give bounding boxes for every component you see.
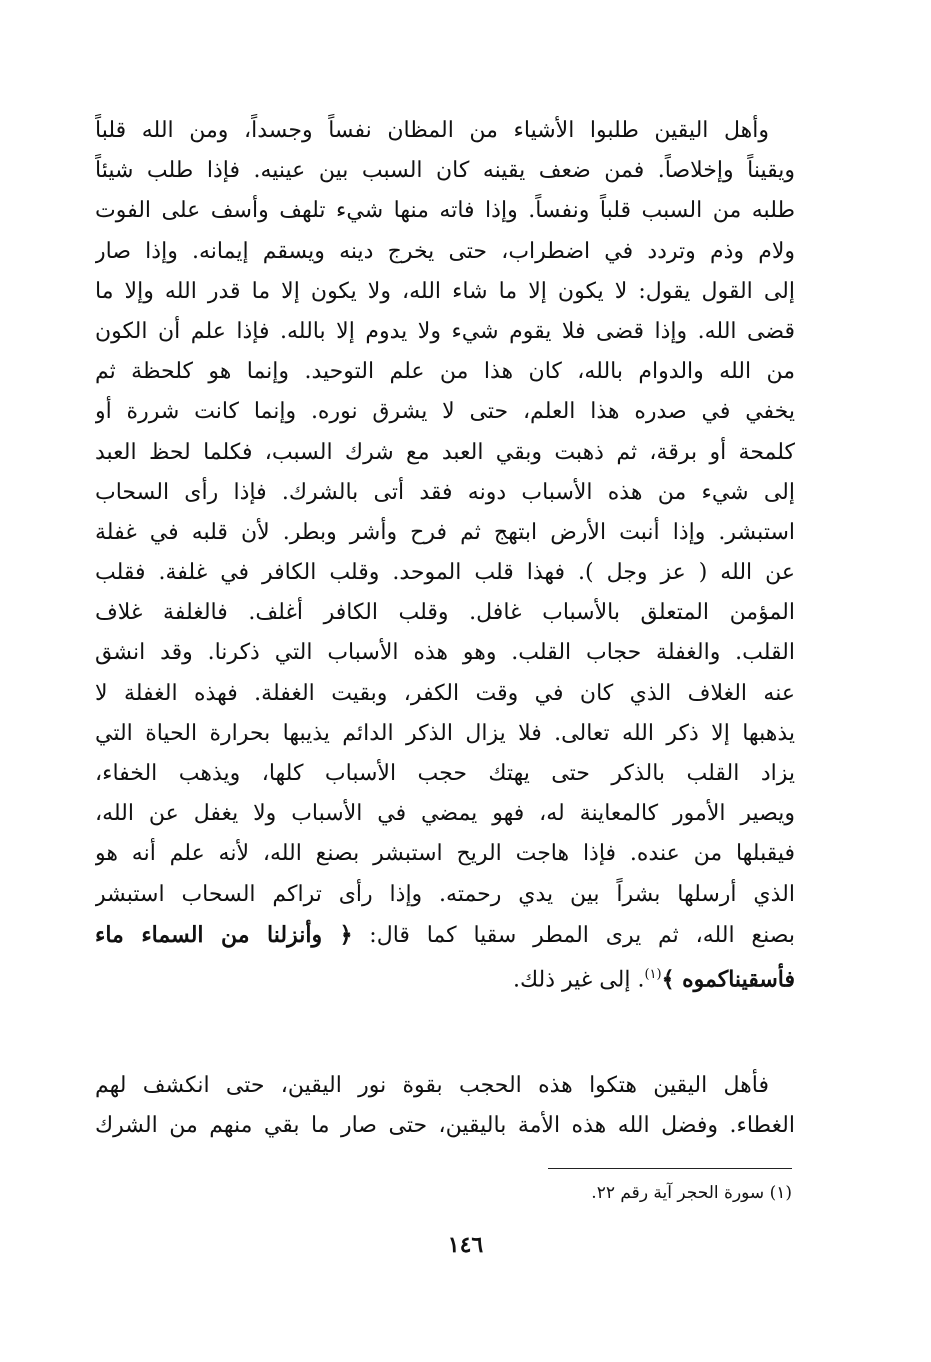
text-line: كلمحة أو برقة، ثم ذهبت وبقي العبد مع شرك السبب، فكلما لحظ العبد	[95, 439, 795, 465]
footnote-divider	[548, 1168, 792, 1169]
text-line: استبشر. وإذا أنبت الأرض ابتهج ثم فرح وأشر وبطر. لأن قلبه في غفلة	[95, 519, 795, 545]
text-fragment: بصنع الله، ثم يرى المطر سقيا كما قال:	[352, 922, 795, 948]
quran-quote: ﴿ وأنزلنا من السماء ماء	[95, 921, 353, 948]
text-line: الغطاء. وفضل الله هذه الأمة باليقين، حتى صار ما بقي منهم من الشرك	[95, 1113, 795, 1139]
text-line	[95, 955, 795, 995]
paragraph-2	[95, 1066, 795, 1146]
text-fragment: . إلى غير ذلك.	[513, 967, 645, 993]
text-line: إلى القول يقول: لا يكون إلا ما شاء الله، ولا يكون إلا ما قدر الله وإلا ما	[95, 278, 795, 304]
text-line: فأهل اليقين هتكوا هذه الحجب بقوة نور اليقين، حتى انكشف لهم	[95, 1073, 769, 1098]
text-line: يخفي في صدره هذا العلم، حتى لا يشرق نوره. وإنما كانت شررة أو	[95, 399, 795, 425]
text-line: فيقبلها من عنده. فإذا هاجت الريح استبشر بصنع الله، لأنه علم أنه هو	[95, 841, 795, 867]
text-line: عنه الغلاف الذي كان في وقت الكفر، وبقيت الغفلة. فهذه الغفلة لا	[95, 680, 795, 706]
text-line: القلب. والغفلة حجاب القلب. وهو هذه الأسباب التي ذكرنا. وقد انشق	[95, 640, 795, 666]
quran-quote: فأسقيناكموه ﴾	[661, 966, 795, 993]
footnote: (١) سورة الحجر آية رقم ٢٢.	[591, 1183, 792, 1203]
text-line: قضى الله. وإذا قضى فلا يقوم شيء ولا يدوم إلا بالله. فإذا علم أن الكون	[95, 318, 795, 344]
footnote-reference: (١)	[644, 966, 662, 982]
text-line: يزاد القلب بالذكر حتى يهتك حجب الأسباب كلها، ويذهب الخفاء،	[95, 761, 795, 786]
paragraph-1	[95, 111, 795, 995]
text-line: وأهل اليقين طلبوا الأشياء من المظان نفساً وجسداً، ومن الله قلباً	[95, 118, 769, 143]
text-line: ويقيناً وإخلاصاً. فمن ضعف يقينه كان السبب بين عينيه. فإذا طلب شيئاً	[95, 158, 795, 184]
text-line	[95, 915, 795, 955]
text-line: الذي أرسلها بشراً بين يدي رحمته. وإذا رأى تراكم السحاب استبشر	[95, 881, 795, 907]
text-line: عن الله ( عز وجل ). فهذا قلب الموحد. وقلب الكافر في غلفة. فقلب	[95, 560, 795, 586]
text-line: من الله والدوام بالله، كان هذا من علم التوحيد. وإنما هو كلحظة ثم	[95, 359, 795, 385]
text-line: ويصير الأمور كالمعاينة له، فهو يمضي في الأسباب ولا يغفل عن الله،	[95, 801, 795, 827]
text-line: طلبه من السبب قلباً ونفساً. وإذا فاته منها شيء تلهف وأسف على الفوت	[95, 198, 795, 224]
text-line: يذهبها إلا ذكر الله تعالى. فلا يزال الذكر الدائم يذيبها بحرارة الحياة التي	[95, 720, 795, 746]
text-line: ولام وذم وتردد في اضطراب، حتى يخرج دينه ويسقم إيمانه. وإذا صار	[95, 238, 795, 264]
text-line: إلى شيء من هذه الأسباب دونه فقد أتى بالشرك. فإذا رأى السحاب	[95, 479, 795, 505]
page-number: ١٤٦	[447, 1232, 484, 1258]
text-line: المؤمن المتعلق بالأسباب غافل. وقلب الكافر أغلف. فالغلفة غلاف	[95, 600, 795, 626]
